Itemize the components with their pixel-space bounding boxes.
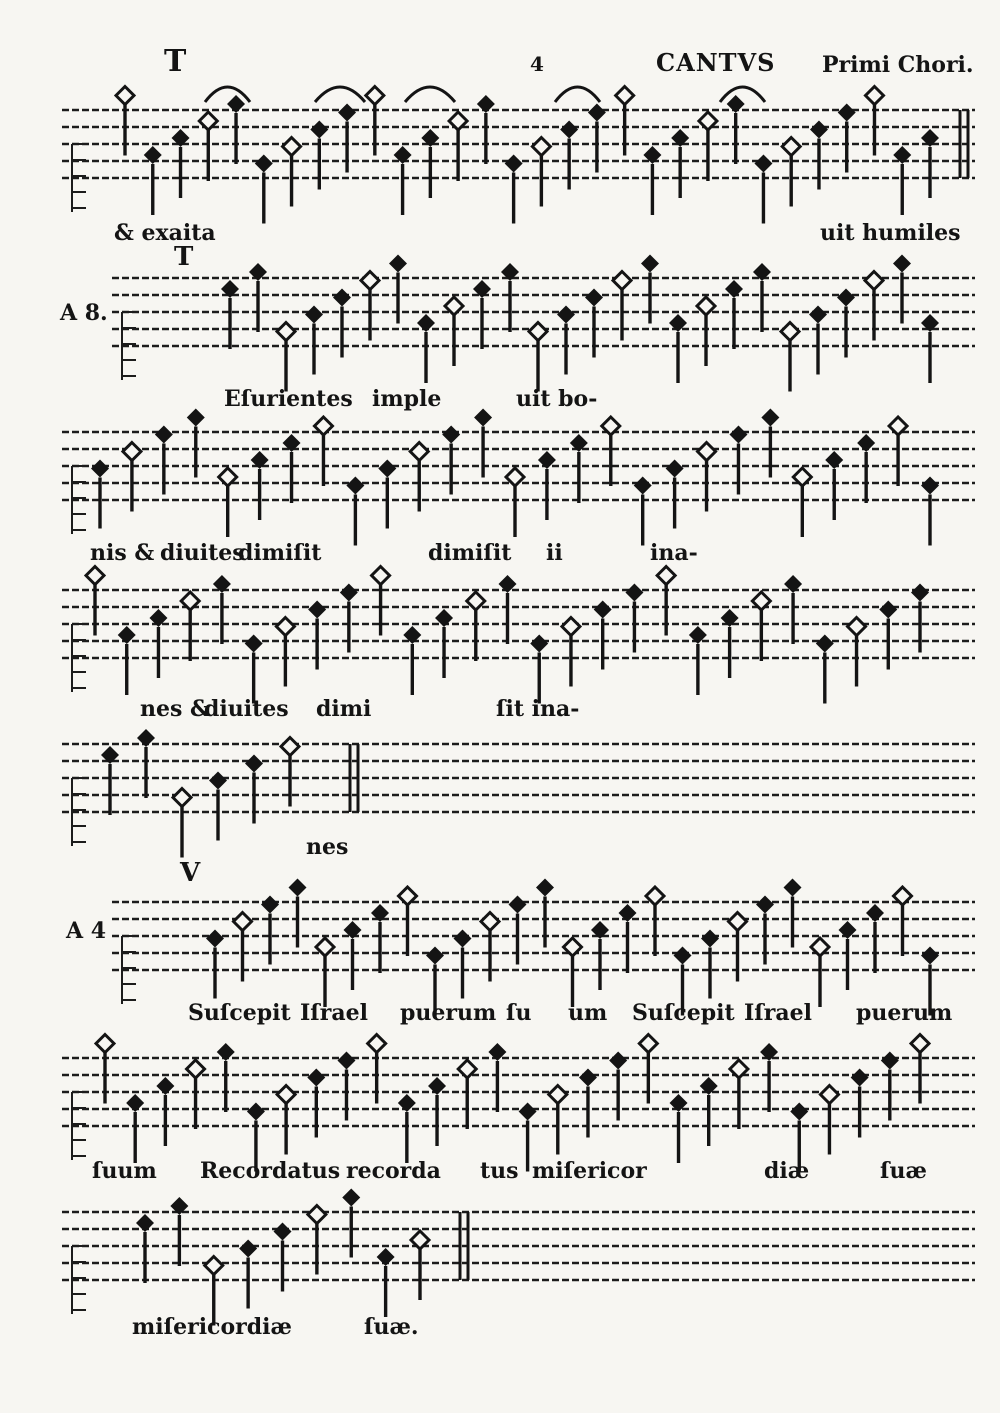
open-note bbox=[529, 323, 547, 341]
filled-note bbox=[155, 426, 173, 444]
open-note bbox=[173, 789, 191, 807]
filled-note bbox=[881, 1052, 899, 1070]
lyric-syllable: tus bbox=[480, 1158, 519, 1184]
filled-note bbox=[442, 426, 460, 444]
open-note bbox=[368, 1035, 386, 1053]
filled-note bbox=[245, 755, 263, 773]
open-note bbox=[613, 272, 631, 290]
lyric-syllable: ſuæ. bbox=[364, 1314, 419, 1340]
ligature-slur bbox=[205, 87, 250, 102]
filled-note bbox=[585, 289, 603, 307]
open-note bbox=[616, 87, 634, 105]
ligature-slur bbox=[405, 87, 455, 102]
open-note bbox=[96, 1035, 114, 1053]
filled-note bbox=[729, 426, 747, 444]
lyric-syllable: Recordatus bbox=[200, 1158, 341, 1184]
open-note bbox=[481, 913, 499, 931]
page-number: 4 bbox=[530, 52, 544, 76]
filled-note bbox=[557, 306, 575, 324]
filled-note bbox=[305, 306, 323, 324]
lyric-syllable: Suſcepit bbox=[188, 1000, 291, 1026]
ligature-slur bbox=[555, 87, 600, 102]
filled-note bbox=[338, 104, 356, 122]
open-note bbox=[729, 913, 747, 931]
open-note bbox=[657, 567, 675, 585]
filled-note bbox=[530, 635, 548, 653]
open-note bbox=[86, 567, 104, 585]
open-note bbox=[308, 1206, 326, 1224]
lyric-syllable: & exaita bbox=[114, 220, 216, 246]
filled-note bbox=[560, 121, 578, 139]
filled-note bbox=[893, 255, 911, 273]
lyric-syllable: uit bo- bbox=[516, 386, 598, 412]
open-note bbox=[283, 138, 301, 156]
open-note bbox=[782, 138, 800, 156]
lyric-syllable: Iſrael bbox=[300, 1000, 368, 1026]
filled-note bbox=[509, 896, 527, 914]
open-note bbox=[848, 618, 866, 636]
section-letter-t: T bbox=[174, 242, 194, 272]
filled-note bbox=[206, 930, 224, 948]
open-note bbox=[366, 87, 384, 105]
filled-note bbox=[754, 155, 772, 173]
filled-note bbox=[756, 896, 774, 914]
filled-note bbox=[727, 95, 745, 113]
filled-note bbox=[674, 947, 692, 965]
open-note bbox=[865, 87, 883, 105]
lyric-syllable: Suſcepit bbox=[632, 1000, 735, 1026]
ligature-slur bbox=[720, 87, 765, 102]
filled-note bbox=[389, 255, 407, 273]
filled-note bbox=[816, 635, 834, 653]
lyric-syllable: ſuæ bbox=[880, 1158, 927, 1184]
filled-note bbox=[346, 477, 364, 495]
lyric-syllable: Eſurientes bbox=[224, 386, 353, 412]
filled-note bbox=[378, 460, 396, 478]
lyric-syllable: ſit ina- bbox=[496, 696, 580, 722]
filled-note bbox=[255, 155, 273, 173]
open-note bbox=[549, 1086, 567, 1104]
filled-note bbox=[921, 477, 939, 495]
filled-note bbox=[641, 255, 659, 273]
ligature-slur bbox=[315, 87, 365, 102]
lyric-syllable: miſericor bbox=[532, 1158, 647, 1184]
open-note bbox=[281, 738, 299, 756]
filled-note bbox=[474, 409, 492, 427]
filled-note bbox=[261, 896, 279, 914]
filled-note bbox=[579, 1069, 597, 1087]
open-note bbox=[361, 272, 379, 290]
open-note bbox=[639, 1035, 657, 1053]
open-note bbox=[781, 323, 799, 341]
lyric-syllable: dimi bbox=[316, 696, 372, 722]
lyric-syllable: ſuum bbox=[92, 1158, 157, 1184]
filled-note bbox=[505, 155, 523, 173]
open-note bbox=[187, 1060, 205, 1078]
open-note bbox=[820, 1086, 838, 1104]
open-note bbox=[116, 87, 134, 105]
lyric-syllable: recorda bbox=[346, 1158, 441, 1184]
lyric-syllable: nes bbox=[306, 834, 349, 860]
filled-note bbox=[289, 879, 307, 897]
filled-note bbox=[634, 477, 652, 495]
lyric-syllable: um bbox=[568, 1000, 608, 1026]
filled-note bbox=[426, 947, 444, 965]
filled-note bbox=[454, 930, 472, 948]
open-note bbox=[865, 272, 883, 290]
filled-note bbox=[342, 1189, 360, 1207]
lyric-syllable: ina- bbox=[650, 540, 698, 566]
open-note bbox=[372, 567, 390, 585]
filled-note bbox=[666, 460, 684, 478]
choir-name: Primi Chori. bbox=[822, 52, 974, 78]
lyric-syllable: diæ bbox=[764, 1158, 810, 1184]
lyric-syllable: Iſrael bbox=[744, 1000, 812, 1026]
filled-note bbox=[333, 289, 351, 307]
open-note bbox=[911, 1035, 929, 1053]
open-note bbox=[277, 323, 295, 341]
filled-note bbox=[209, 772, 227, 790]
filled-note bbox=[790, 1103, 808, 1121]
filled-note bbox=[588, 104, 606, 122]
filled-note bbox=[239, 1240, 257, 1258]
filled-note bbox=[701, 930, 719, 948]
open-note bbox=[562, 618, 580, 636]
filled-note bbox=[377, 1248, 395, 1266]
filled-note bbox=[837, 289, 855, 307]
filled-note bbox=[245, 635, 263, 653]
filled-note bbox=[625, 584, 643, 602]
filled-note bbox=[340, 584, 358, 602]
filled-note bbox=[879, 601, 897, 619]
filled-note bbox=[810, 121, 828, 139]
lyric-syllable: uit humiles bbox=[820, 220, 961, 246]
filled-note bbox=[809, 306, 827, 324]
filled-note bbox=[609, 1052, 627, 1070]
open-note bbox=[532, 138, 550, 156]
open-note bbox=[205, 1257, 223, 1275]
lyric-syllable: diuites bbox=[204, 696, 289, 722]
header-section-letter: T bbox=[164, 44, 187, 79]
section-letter-v: V bbox=[180, 858, 201, 888]
filled-note bbox=[851, 1069, 869, 1087]
lyric-syllable: dimiſit bbox=[238, 540, 322, 566]
lyric-syllable: ſu bbox=[506, 1000, 532, 1026]
filled-note bbox=[310, 121, 328, 139]
open-note bbox=[277, 1086, 295, 1104]
open-note bbox=[234, 913, 252, 931]
filled-note bbox=[308, 601, 326, 619]
filled-note bbox=[91, 460, 109, 478]
lyric-syllable: dimiſit bbox=[428, 540, 512, 566]
lyric-syllable: imple bbox=[372, 386, 442, 412]
filled-note bbox=[337, 1052, 355, 1070]
part-name: CANTVS bbox=[656, 48, 776, 77]
filled-note bbox=[761, 409, 779, 427]
lyric-syllable: nis & bbox=[90, 540, 155, 566]
lyric-syllable: puerum bbox=[400, 1000, 497, 1026]
filled-note bbox=[156, 1077, 174, 1095]
filled-note bbox=[911, 584, 929, 602]
filled-note bbox=[274, 1223, 292, 1241]
open-note bbox=[276, 618, 294, 636]
filled-note bbox=[307, 1069, 325, 1087]
voice-count-label: A 4 bbox=[66, 918, 107, 944]
filled-note bbox=[594, 601, 612, 619]
filled-note bbox=[247, 1103, 265, 1121]
lyric-syllable: puerum bbox=[856, 1000, 953, 1026]
lyric-syllable: nes & bbox=[140, 696, 210, 722]
filled-note bbox=[519, 1103, 537, 1121]
lyric-syllable: miſericordiæ bbox=[132, 1314, 292, 1340]
open-note bbox=[123, 443, 141, 461]
filled-note bbox=[536, 879, 554, 897]
filled-note bbox=[921, 947, 939, 965]
voice-count-label: A 8. bbox=[60, 300, 108, 326]
lyric-syllable: ii bbox=[546, 540, 563, 566]
filled-note bbox=[187, 409, 205, 427]
lyric-syllable: diuites bbox=[160, 540, 245, 566]
open-note bbox=[698, 443, 716, 461]
filled-note bbox=[784, 879, 802, 897]
filled-note bbox=[838, 104, 856, 122]
open-note bbox=[410, 443, 428, 461]
